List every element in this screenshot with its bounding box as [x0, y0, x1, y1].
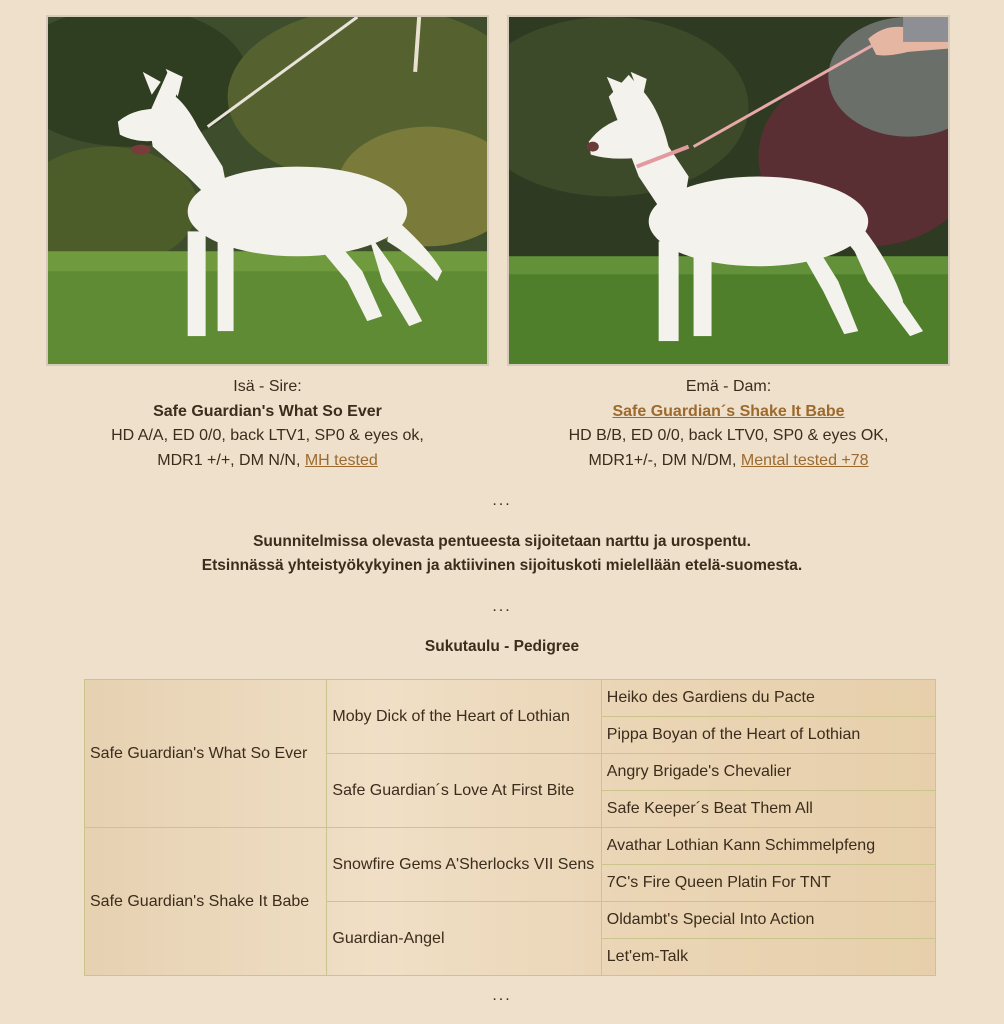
dam-health-line2-text: MDR1+/-, DM N/DM, [588, 451, 741, 469]
sire-caption [46, 375, 489, 473]
separator-dots: ... [492, 492, 512, 509]
dam-role-label: Emä - Dam: [685, 378, 772, 395]
pedigree-great-grandparent: Angry Brigade's Chevalier [601, 754, 935, 791]
pedigree-title: Sukutaulu - Pedigree [424, 638, 580, 655]
pedigree-great-grandparent: Heiko des Gardiens du Pacte [601, 680, 935, 717]
notice-line1: Suunnitelmissa olevasta pentueesta sijoitetaan narttu ja urospentu. [253, 533, 751, 550]
pedigree-grandparent: Snowfire Gems A'Sherlocks VII Sens [327, 828, 601, 902]
separator-dots: ... [492, 598, 512, 615]
pedigree-great-grandparent: Oldambt's Special Into Action [601, 902, 935, 939]
sire-health-line1: HD A/A, ED 0/0, back LTV1, SP0 & eyes ok, [111, 427, 424, 444]
dam-mental-tested-link[interactable]: Mental tested +78 [740, 451, 869, 469]
pedigree-great-grandparent: Let'em-Talk [601, 939, 935, 976]
dam-name-link[interactable]: Safe Guardian´s Shake It Babe [612, 402, 845, 420]
notice-line2: Etsinnässä yhteistyökykyinen ja aktiivinen sijoituskoti mielellään etelä-suomesta. [201, 557, 803, 574]
pedigree-parent-sire: Safe Guardian's What So Ever [85, 680, 327, 828]
pedigree-great-grandparent: Pippa Boyan of the Heart of Lothian [601, 717, 935, 754]
sire-mh-tested-link[interactable]: MH tested [304, 451, 378, 469]
sire-health-line2 [46, 449, 489, 474]
litter-notice [0, 530, 1004, 578]
dam-dog-image [509, 17, 948, 364]
sire-dog-image [48, 17, 487, 364]
pedigree-great-grandparent: Avathar Lothian Kann Schimmelpfeng [601, 828, 935, 865]
table-row [85, 828, 936, 865]
pedigree-great-grandparent: Safe Keeper´s Beat Them All [601, 791, 935, 828]
separator-dots: ... [492, 987, 512, 1004]
pedigree-parent-dam: Safe Guardian's Shake It Babe [85, 828, 327, 976]
pedigree-grandparent: Moby Dick of the Heart of Lothian [327, 680, 601, 754]
pedigree-table [84, 679, 936, 976]
sire-health-line2-text: MDR1 +/+, DM N/N, [157, 451, 305, 469]
sire-role-label: Isä - Sire: [233, 378, 302, 395]
dam-photo[interactable] [507, 15, 950, 366]
table-row [85, 680, 936, 717]
pedigree-grandparent: Safe Guardian´s Love At First Bite [327, 754, 601, 828]
dam-health-line1: HD B/B, ED 0/0, back LTV0, SP0 & eyes OK, [568, 427, 889, 444]
sire-photo[interactable] [46, 15, 489, 366]
dam-caption [507, 375, 950, 473]
sire-name: Safe Guardian's What So Ever [153, 402, 382, 420]
pedigree-great-grandparent: 7C's Fire Queen Platin For TNT [601, 865, 935, 902]
pedigree-grandparent: Guardian-Angel [327, 902, 601, 976]
dam-health-line2 [507, 449, 950, 474]
